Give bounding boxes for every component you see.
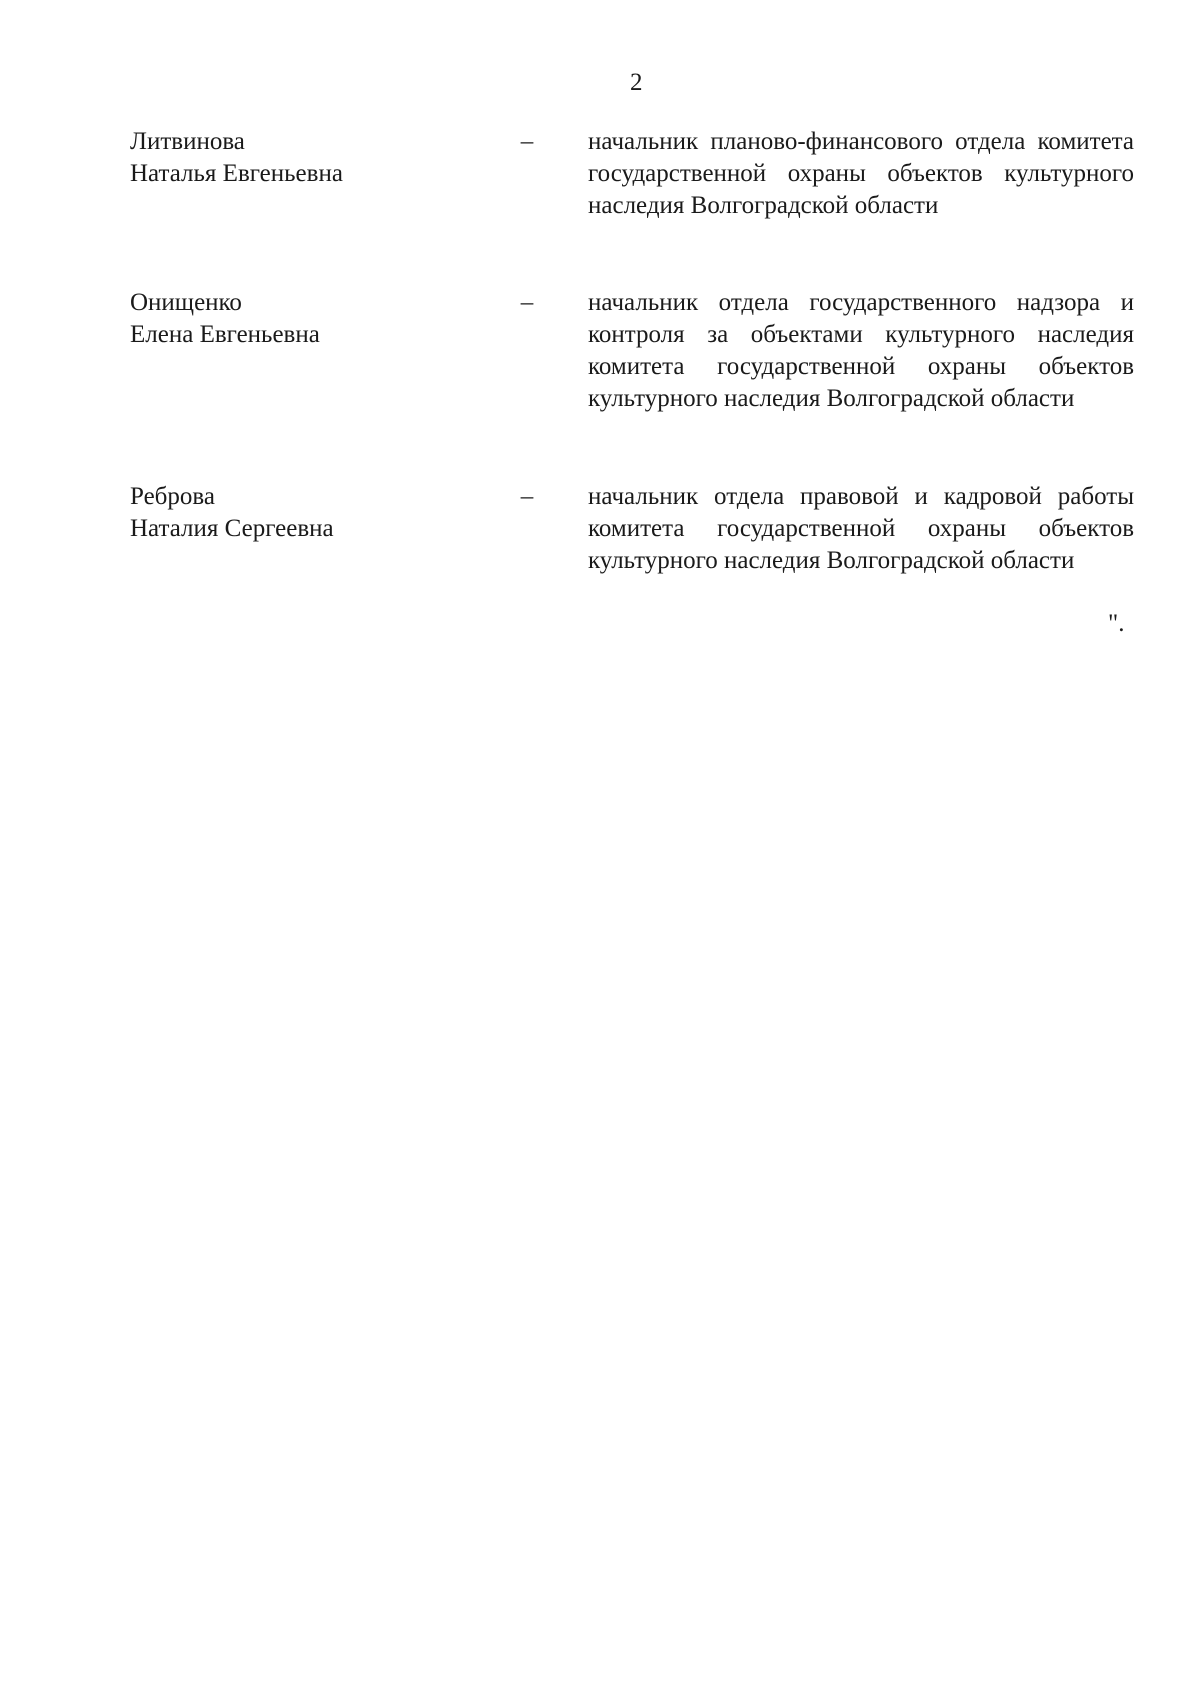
position-description: начальник отдела государственного надзора и контроля за объектами культурного наследия комитета государственной охраны объектов культурного наследия Волгоградской области bbox=[588, 289, 1134, 412]
person-given-names: Наталья Евгеньевна bbox=[130, 160, 343, 187]
person-given-names: Елена Евгеньевна bbox=[130, 321, 320, 348]
closing-quote-mark: ". bbox=[1108, 610, 1125, 637]
person-name bbox=[130, 481, 510, 545]
position-description: начальник планово-финансового отдела комитета государственной охраны объектов культурного наследия Волгоградской области bbox=[588, 128, 1134, 219]
position-description: начальник отдела правовой и кадровой работы комитета государственной охраны объектов культурного наследия Волгоградской области bbox=[588, 483, 1134, 574]
separator-dash: – bbox=[520, 289, 534, 316]
person-name bbox=[130, 287, 510, 351]
person-surname: Онищенко bbox=[130, 289, 242, 316]
separator-dash: – bbox=[520, 128, 534, 155]
page-number: 2 bbox=[630, 69, 643, 96]
person-given-names: Наталия Сергеевна bbox=[130, 515, 334, 542]
person-surname: Реброва bbox=[130, 483, 215, 510]
person-surname: Литвинова bbox=[130, 128, 245, 155]
separator-dash: – bbox=[520, 483, 534, 510]
person-name bbox=[130, 126, 510, 190]
